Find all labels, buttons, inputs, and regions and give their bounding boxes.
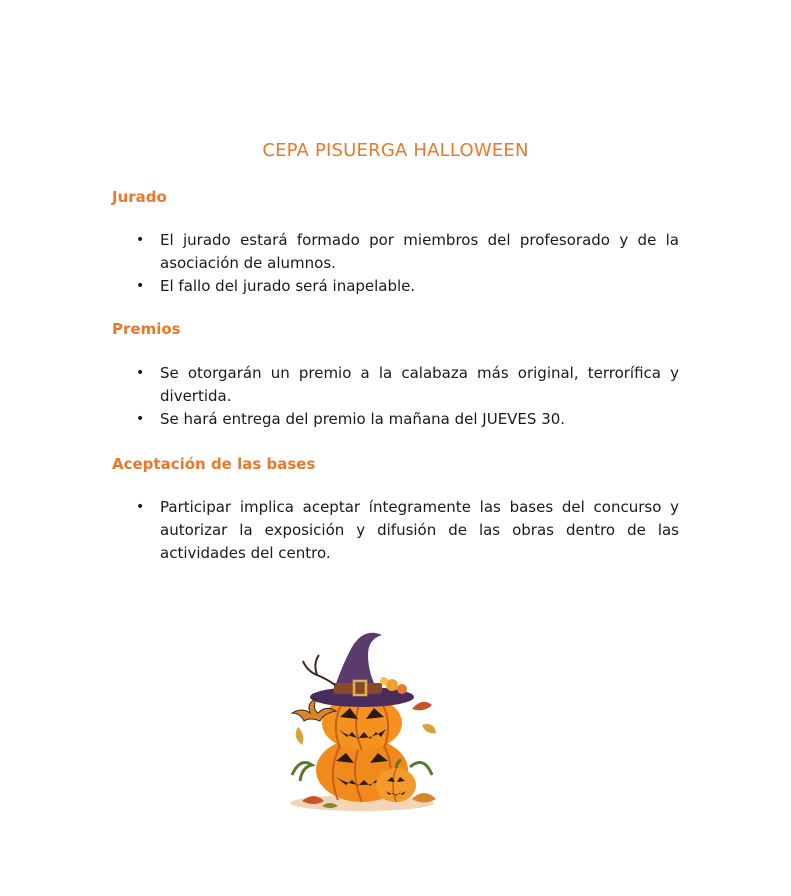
halloween-pumpkin-illustration: [262, 625, 467, 820]
list-item: • El fallo del jurado será inapelable.: [160, 275, 679, 298]
page-title: CEPA PISUERGA HALLOWEEN: [262, 140, 529, 161]
premios-bullet-list: [160, 362, 679, 431]
section-heading-premios: Premios: [112, 320, 181, 338]
section-heading-aceptacion: Aceptación de las bases: [112, 455, 316, 473]
list-item: • Participar implica aceptar íntegramente las bases del concurso y autorizar la exposición y difusión de las obras dentro de las actividades del centro.: [160, 496, 679, 565]
jurado-bullet-list: [160, 229, 679, 298]
list-item: • Se hará entrega del premio la mañana del JUEVES 30.: [160, 408, 679, 431]
list-item: • El jurado estará formado por miembros del profesorado y de la asociación de alumnos.: [160, 229, 679, 275]
aceptacion-bullet-list: [160, 496, 679, 565]
section-heading-jurado: Jurado: [112, 188, 167, 206]
list-item: • Se otorgarán un premio a la calabaza más original, terrorífica y divertida.: [160, 362, 679, 408]
